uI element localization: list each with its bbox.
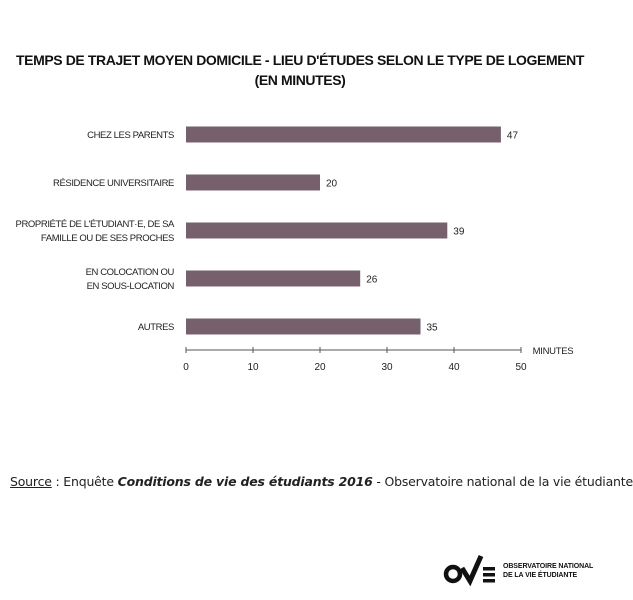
value-label-1: 20 — [326, 178, 338, 190]
source-prefix: Source — [10, 474, 52, 489]
x-axis-unit-label: MINUTES — [532, 346, 574, 357]
bar-2 — [186, 223, 447, 239]
source-survey-title: Conditions de vie des étudiants 2016 — [117, 474, 373, 489]
x-tick-label-1: 10 — [247, 362, 259, 373]
ove-logo-text — [503, 562, 593, 580]
category-label-0: CHEZ LES PARENTS — [87, 130, 174, 141]
bar-0 — [186, 127, 501, 143]
x-tick-label-2: 20 — [314, 362, 326, 373]
value-label-3: 26 — [366, 274, 378, 286]
x-tick-label-3: 30 — [381, 362, 393, 373]
category-label-1: RÉSIDENCE UNIVERSITAIRE — [52, 178, 174, 189]
chart-title-line1: TEMPS DE TRAJET MOYEN DOMICILE - LIEU D'ÉTUDES SELON LE TYPE DE LOGEMENT — [15, 52, 585, 68]
x-tick-label-0: 0 — [183, 362, 189, 373]
category-label-4: AUTRES — [137, 322, 174, 333]
category-label-2-line1: PROPRIÉTÉ DE L'ÉTUDIANT·E, DE SA — [15, 219, 174, 230]
bars-layer — [16, 127, 519, 335]
source-note — [10, 474, 633, 489]
bar-1 — [186, 175, 320, 191]
category-label-3-line1: EN COLOCATION OU — [85, 267, 174, 278]
ove-logo — [443, 548, 593, 588]
value-label-2: 39 — [453, 226, 465, 238]
category-label-2-line2: FAMILLE OU DE SES PROCHES — [40, 233, 174, 244]
category-label-3-line2: EN SOUS-LOCATION — [86, 281, 174, 292]
value-label-0: 47 — [506, 130, 519, 142]
ove-logo-mark-icon — [443, 548, 499, 588]
x-tick-label-5: 50 — [515, 362, 527, 373]
chart-title-line2: (EN MINUTES) — [254, 72, 346, 88]
source-separator: : Enquête — [51, 474, 118, 489]
x-axis — [183, 346, 573, 373]
logo-line1: OBSERVATOIRE NATIONAL — [503, 563, 594, 570]
source-suffix: - Observatoire national de la vie étudiante — [372, 474, 633, 489]
bar-4 — [186, 319, 421, 335]
x-tick-label-4: 40 — [448, 362, 460, 373]
value-label-4: 35 — [426, 322, 438, 334]
logo-line2: DE LA VIE ÉTUDIANTE — [503, 572, 578, 579]
bar-3 — [186, 271, 360, 287]
